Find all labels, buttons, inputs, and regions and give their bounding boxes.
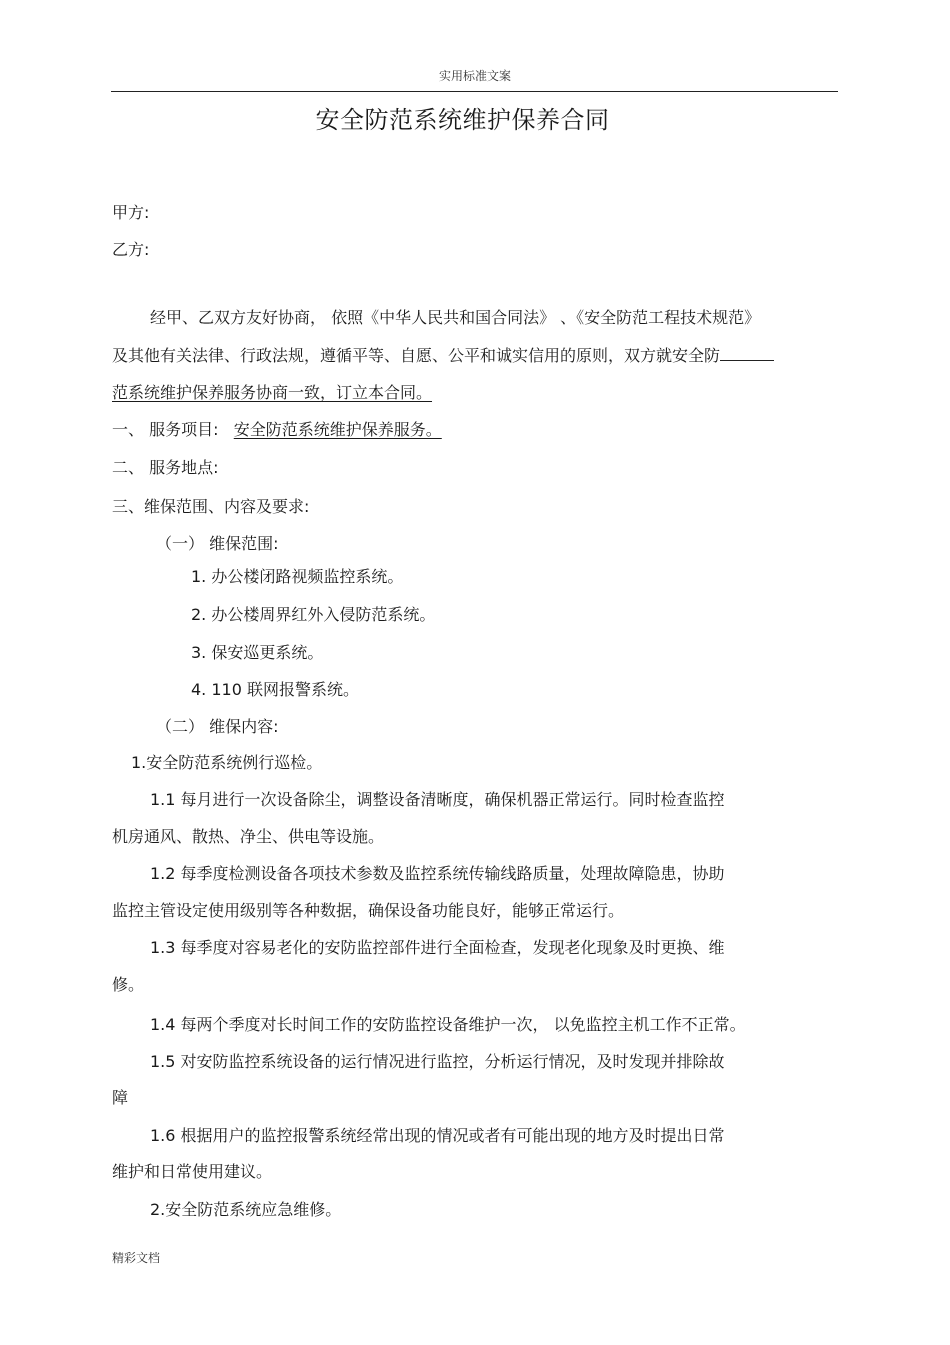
content-item-2: 2.安全防范系统应急维修。 (150, 1200, 342, 1219)
scope-item: 3. 保安巡更系统。 (191, 643, 324, 662)
scope-item: 1. 办公楼闭路视频监控系统。 (191, 567, 404, 586)
content-item-1: 1.安全防范系统例行巡检。 (131, 753, 323, 772)
section-scope-heading: 三、维保范围、内容及要求: (112, 497, 310, 516)
party-a-label: 甲方: (112, 203, 150, 222)
section-service-location: 二、 服务地点: (112, 458, 219, 477)
section-1-label: 一、 服务项目: (112, 420, 219, 439)
paragraph-1-6: 1.6 根据用户的监控报警系统经常出现的情况或者有可能出现的地方及时提出日常 (150, 1126, 725, 1145)
section-1-value: 安全防范系统维护保养服务。 (233, 420, 442, 439)
section-service-item (112, 420, 442, 440)
scope-item: 4. 110 联网报警系统。 (191, 680, 359, 699)
paragraph-1-3-cont: 修。 (112, 975, 145, 994)
content-heading: （二） 维保内容: (156, 717, 279, 736)
paragraph-1-4: 1.4 每两个季度对长时间工作的安防监控设备维护一次， 以免监控主机工作不正常。 (150, 1015, 746, 1034)
intro-line-2-text: 及其他有关法律、行政法规，遵循平等、自愿、公平和诚实信用的原则，双方就安全防 (112, 346, 721, 365)
scope-heading: （一） 维保范围: (156, 534, 279, 553)
page-header: 实用标准文案 (438, 69, 511, 83)
paragraph-1-2-cont: 监控主管设定使用级别等各种数据，确保设备功能良好，能够正常运行。 (112, 901, 625, 920)
intro-line-3-text: 范系统维护保养服务协商一致，订立本合同。 (112, 383, 433, 402)
intro-line-3 (112, 383, 432, 403)
paragraph-1-5: 1.5 对安防监控系统设备的运行情况进行监控，分析运行情况，及时发现并排除故 (150, 1052, 725, 1071)
paragraph-1-1-cont: 机房通风、散热、净尘、供电等设施。 (112, 827, 385, 846)
page-footer: 精彩文档 (112, 1251, 161, 1265)
paragraph-1-2: 1.2 每季度检测设备各项技术参数及监控系统传输线路质量，处理故障隐患，协助 (150, 864, 725, 883)
scope-item: 2. 办公楼周界红外入侵防范系统。 (191, 605, 436, 624)
party-b-label: 乙方: (112, 240, 150, 259)
intro-line-2 (112, 346, 774, 366)
paragraph-1-1: 1.1 每月进行一次设备除尘，调整设备清晰度，确保机器正常运行。同时检查监控 (150, 790, 725, 809)
document-title: 安全防范系统维护保养合同 (315, 106, 610, 134)
paragraph-1-3: 1.3 每季度对容易老化的安防监控部件进行全面检查，发现老化现象及时更换、维 (150, 938, 725, 957)
intro-line-1: 经甲、乙双方友好协商， 依照《中华人民共和国合同法》 、《安全防范工程技术规范》 (150, 308, 761, 327)
paragraph-1-6-cont: 维护和日常使用建议。 (112, 1162, 273, 1181)
header-divider (111, 91, 838, 92)
paragraph-1-5-cont: 障 (112, 1088, 129, 1107)
underline-blank (720, 346, 774, 361)
